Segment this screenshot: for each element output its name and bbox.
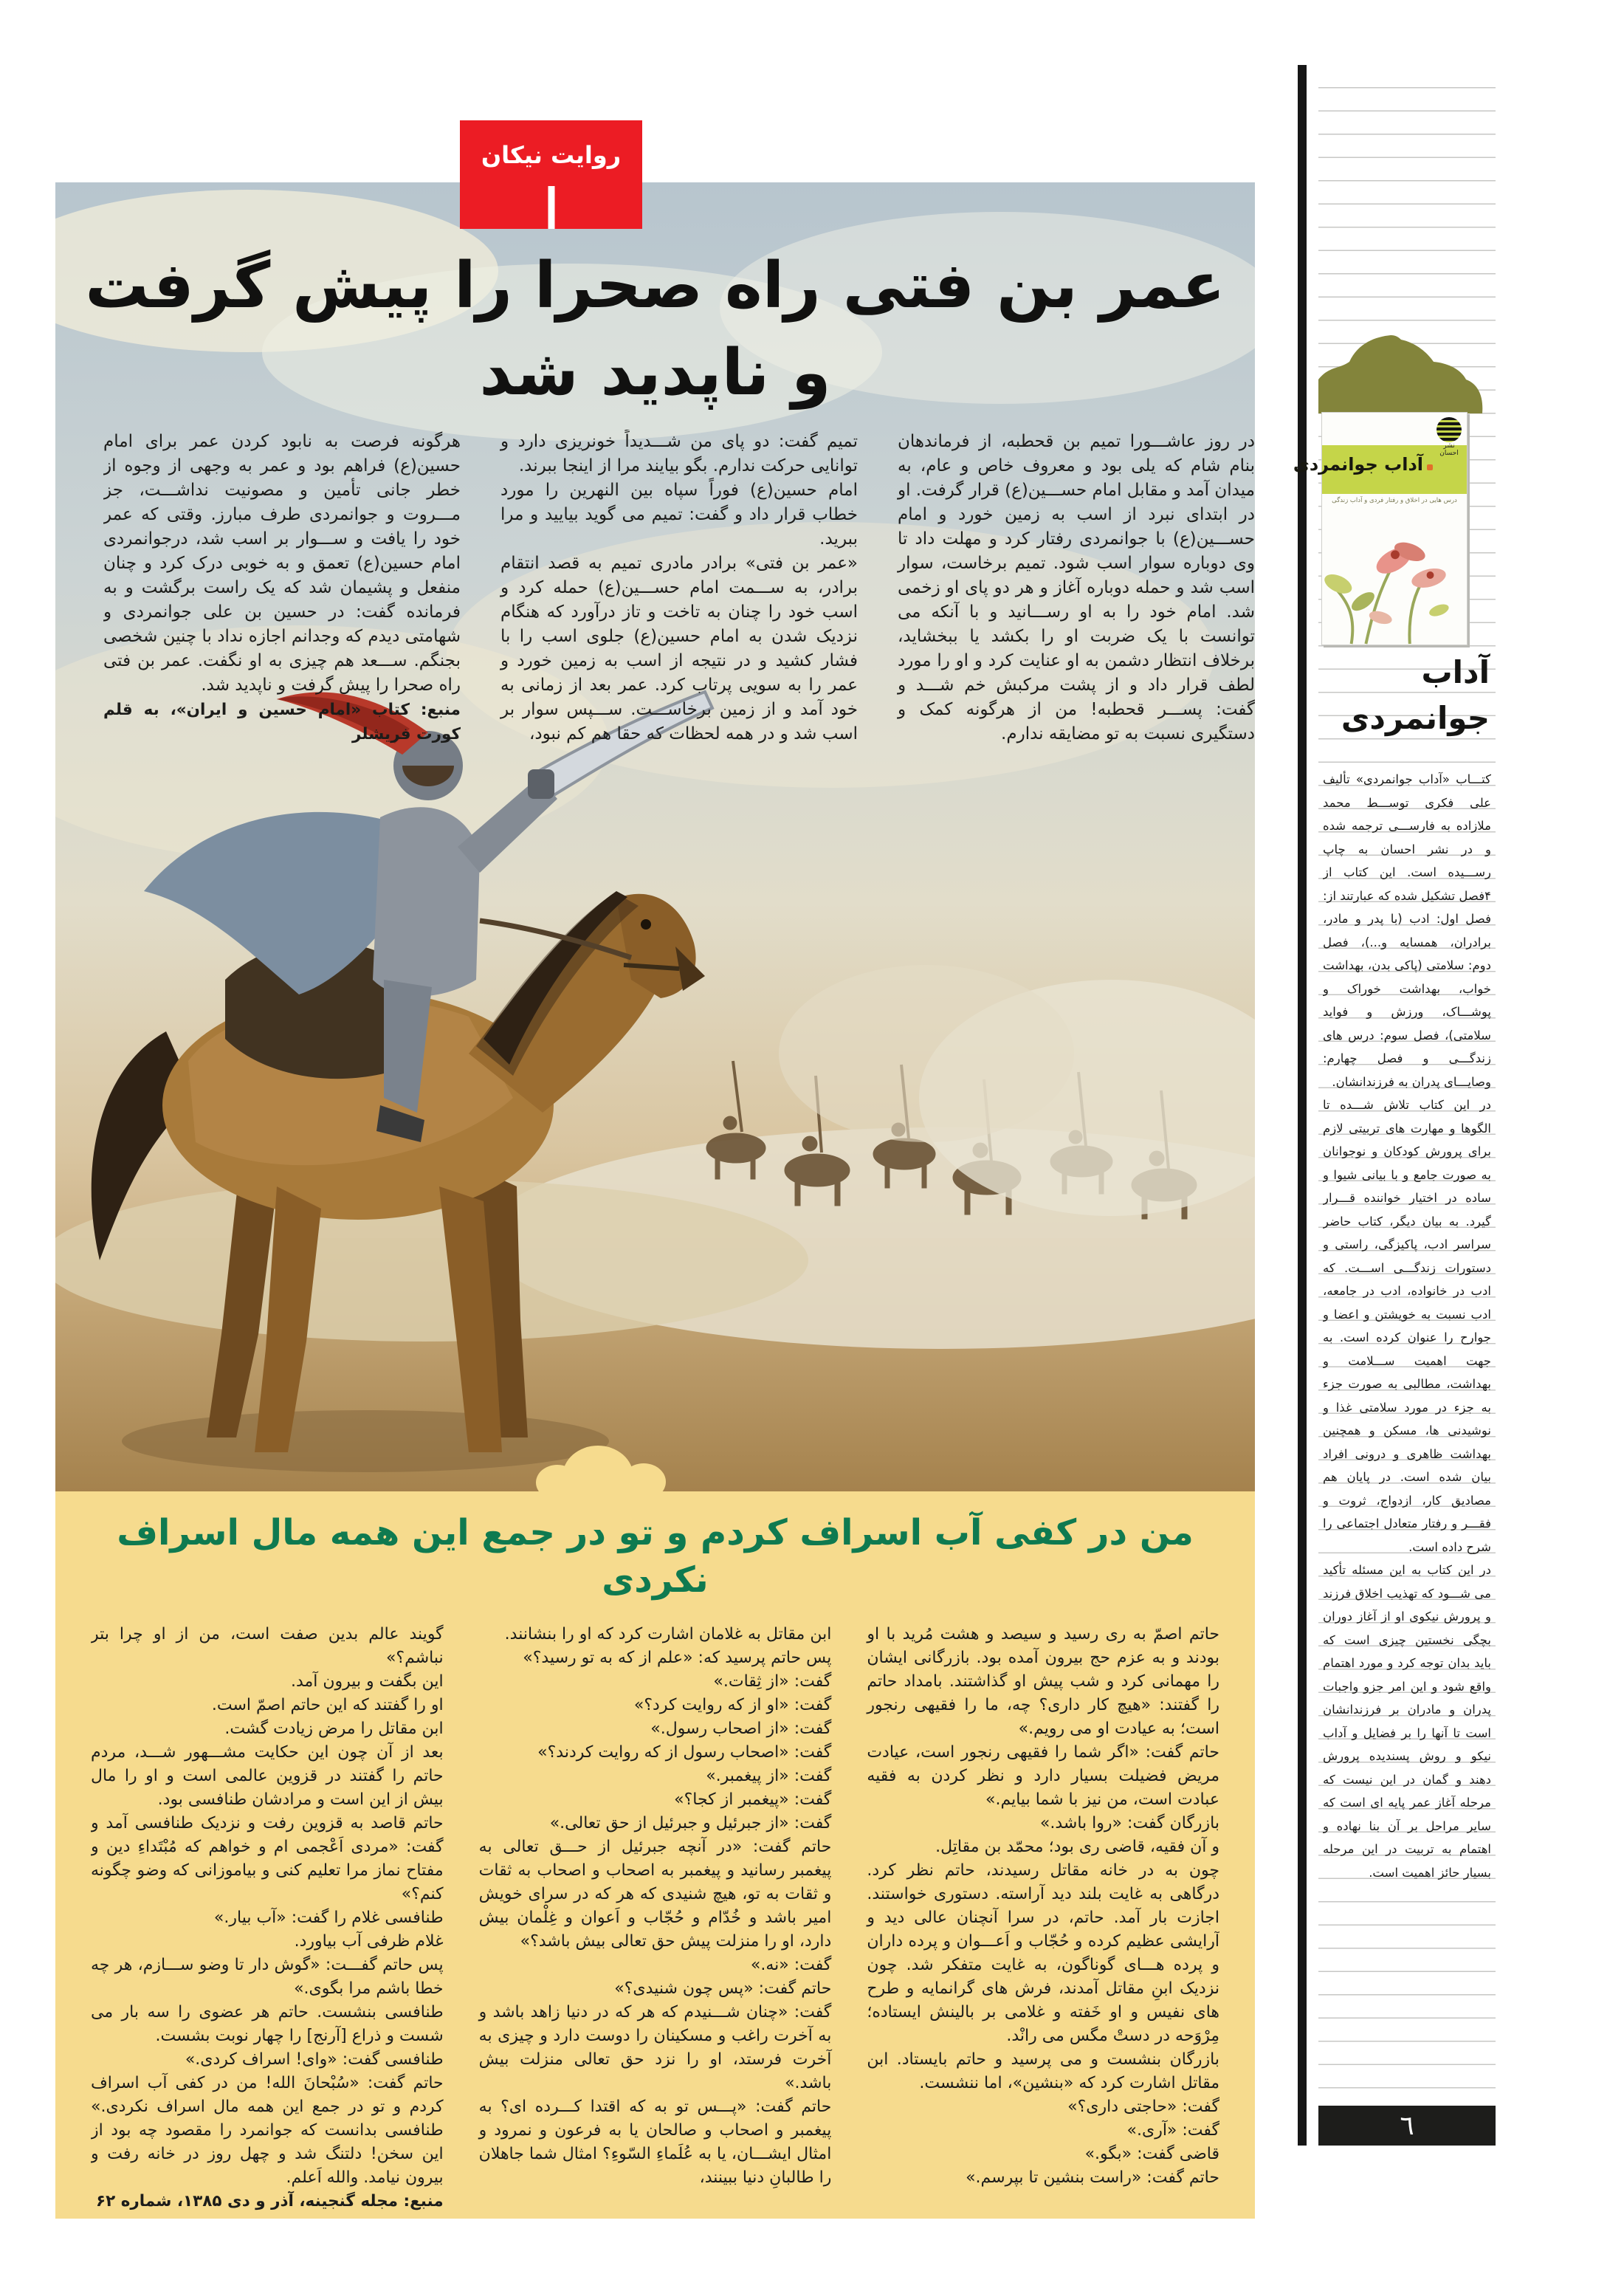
paragraph: حاتم گفت: «راست بنشین تا بپرسم.» bbox=[966, 2168, 1219, 2187]
section-kicker-label: روایت نیکان bbox=[481, 141, 622, 169]
paragraph: حاتم گفت: «پس چون شنیدی؟» bbox=[614, 1979, 832, 1998]
book-cover bbox=[1293, 412, 1468, 645]
vertical-rule bbox=[1298, 65, 1307, 2146]
main-article-column-left bbox=[103, 430, 461, 763]
paragraph: گفت: «او از که روایت کرد؟» bbox=[633, 1696, 832, 1714]
sidebar-review-text bbox=[1323, 768, 1491, 2095]
sidebar-title-line1: آداب bbox=[1421, 654, 1490, 690]
main-headline-line1: عمر بن فتی راه صحرا را پیش گرفت bbox=[85, 249, 1225, 323]
paragraph: پس حاتم پرسید که: «علم از که به تو رسید؟» bbox=[523, 1649, 832, 1667]
main-article-column-middle bbox=[500, 430, 858, 763]
yellow-story-headline: من در کفی آب اسراف کردم و تو در جمع این همه مال اسراف نکردی bbox=[117, 1512, 1194, 1601]
paragraph: گفت: «اصحاب رسول از که روایت کردند؟» bbox=[537, 1743, 832, 1762]
paragraph: در روز عاشـــورا تمیم بن قحطبه، از فرماندهان بنام شام که یلی بود و معروف خاص و عام، به میدان آمد و مقابل امام حســـین(ع) قرار گرفت. او در ابتدای نبرد از اسب به زمین خورد و امام حســـین(ع) با جوانمردی رفتار کرد و مهلت داد تا وی دوباره سوار اسب شود. تمیم برخاست، سوار اسب شد و حمله دوباره آغاز و هر دو پای او زخمی شد. امام خود را به او رســـانید و با آنکه می توانست با یک ضربت او را بکشد یا ببخشاید، برخلاف انتظار دشمن به او عنایت کرد و او را مورد لطف قرار داد و از پشت مرکبش خم شـــد و گفت: پســـر قحطبه! من از هرگونه کمک و دستگیری نسبت به تو مضایقه ندارم. bbox=[897, 432, 1255, 743]
yellow-column-right bbox=[867, 1623, 1219, 2247]
paragraph: طنافسی گفت: «وای! اسراف کردی.» bbox=[185, 2050, 444, 2069]
paragraph: گفت: «آری.» bbox=[1126, 2121, 1219, 2140]
paragraph: در این کتاب به این مسئله تأکید می شـــود که تهذیب اخلاق فرزند و پرورش نیکوی او از آغاز دوران بچگی نخستین چیزی است که باید بدان توجه کرد و مورد اهتمام واقع شود و این امر جزو واجبات پدران و مادران بر فرزندانشان است تا آنها را بر فضایل و آداب نیکو و روش پسندیده پرورش دهند و گمان در این نیست که مرحله آغاز عمر پایه ای است که سایر مراحل بر آن بنا نهاده و اهتمام به تربیت در این مرحله بسیار حائز اهمیت است. bbox=[1323, 1563, 1491, 1880]
page-number-box bbox=[1318, 2106, 1496, 2146]
paragraph: پس حاتم گفـــت: «گوش دار تا وضو ســـازم، هر چه خطا باشم مرا بگوی.» bbox=[91, 1956, 444, 1998]
publisher-name: نشر احسان bbox=[1439, 442, 1459, 457]
paragraph: حاتم گفت: «پـــس تو به که اقتدا کـــرده ای؟ به پیغمبر و اصحاب و صالحان یا به فرعون و نمرود و امثال ایشـــان، یا به عُلَماءِ السّوءِ؟ امثال شما جاهلان را طالبانِ دنیا ببینند، bbox=[478, 2098, 832, 2187]
paragraph: گفت: «چنان شـــنیدم که هر که در دنیا زاهد باشد و به آخرت راغب و مسکینان را دوست دارد و چیزی به آخرت فرستد، او را نزد حق تعالی منزلت بیش باشد.» bbox=[478, 2003, 832, 2092]
yellow-story-panel bbox=[55, 1491, 1255, 2219]
book-cover-subtitle: درس هایی در اخلاق و رفتار فردی و آداب زندگی bbox=[1332, 497, 1457, 504]
kicker-dash-ornament bbox=[548, 186, 554, 229]
main-article-body bbox=[103, 430, 1255, 763]
paragraph: امام حسین(ع) فوراً سپاه بین النهرین را مورد خطاب قرار داد و گفت: تمیم می گوید بیایید و مرا ببرید. bbox=[500, 481, 858, 549]
paragraph: تمیم گفت: دو پای من شـــدیداً خونریزی دارد و توانایی حرکت ندارم. بگو بیایند مرا از اینجا ببرند. bbox=[500, 432, 858, 475]
paragraph: «عمر بن فتی» برادر مادری تمیم به قصد انتقام برادر، به ســـمت امام حســـین(ع) حمله کرد و اسب خود را چنان به تاخت و تاز درآورد که هنگام نزدیک شدن به امام حسین(ع) جلوی اسب را با فشار کشید و در نتیجه از اسب به زمین خورد و عمر را به سویی پرتاب کرد. عمر بعد از زمانی به خود آمد و از زمین برخاســـت. ســـپس سوار بر اسب شد و در همه لحظات که حقا هم کم نبود، bbox=[500, 554, 858, 743]
paragraph: هرگونه فرصت به نابود کردن عمر برای امام حسین(ع) فراهم بود و عمر به وجهی از وجوه از خطر جانی تأمین و مصونیت نداشـــت، جز مـــروت و جوانمردی طرف مبارز. وقتی که عمر خود را یافت و ســـوار بر اسب شد، درجوانمردی امام حسین(ع) تعمق و به خوبی درک کرد و چنان منفعل و پشیمان شد که یک راست برگشت و به فرمانده گفت: در حسین بن علی جوانمردی و شهامتی دیدم که وجدانم اجازه نداد با چنین شخصی بجنگم. ســـعد هم چیزی به او نگفت. عمر بن فتی راه صحرا را پیش گرفت و ناپدید شد. bbox=[103, 432, 461, 695]
main-headline bbox=[55, 242, 1255, 416]
cloud-ornament bbox=[1318, 334, 1485, 413]
yellow-story-source: منبع: مجله گنجینه، آذر و دی ۱۳۸۵، شماره ۶۲ bbox=[95, 2192, 444, 2211]
paragraph: ابن مقاتل به غلامان اشارت کرد که او را بنشانند. bbox=[504, 1625, 832, 1643]
yellow-column-left bbox=[91, 1623, 444, 2247]
paragraph: گویند عالم بدین صفت است، من از او چرا بتر نباشم؟» bbox=[91, 1625, 444, 1667]
paragraph: حاتم گفت: «اگر شما را فقیهی رنجور است، عیادت مریض فضیلت بسیار دارد و نظر کردن به فقیه عبادت است، من نیز با شما بیایم.» bbox=[867, 1743, 1219, 1809]
paragraph: حاتم گفت: «در آنچه جبرئیل از حـــق تعالی به پیغمبر رسانید و پیغمبر به اصحاب و اصحاب به ثقات و ثقات به تو، هیچ شنیدی که هر که در سرای خویش امیر باشد و خُدّام و حُجّاب و اَعوان و غِلْمان بیش دارد، او را منزلت پیش حق تعالی بیش باشد؟» bbox=[478, 1838, 832, 1951]
paragraph: حاتم اصمّ به ری رسید و سیصد و هشت مُرید با او بودند و به عزم حج بیرون آمده بود. بازرگانی ایشان را مهمانی کرد و شب پیش او گذاشتند. بامداد حاتم را گفتند: «هیچ کار داری؟ چه، ما را فقیهی رنجور است؛ به عیادت او می رویم.» bbox=[867, 1625, 1219, 1738]
paragraph: بازرگان بنشست و می پرسید و حاتم بایستاد. ابن مقاتل اشارت کرد که «بنشین»، اما ننشست. bbox=[867, 2050, 1219, 2092]
paragraph: طنافسی بنشست. حاتم هر عضوی را سه بار می شست و ذراع [آرنج] را چهار نوبت بشست. bbox=[91, 2003, 444, 2045]
paragraph: و آن فقیه، قاضی ری بود؛ محمّد بن مقاتِل. bbox=[935, 1838, 1219, 1856]
page-number: ٦ bbox=[1400, 2110, 1414, 2141]
main-article-source: منبع: کتاب «امام حسین و ایران»، به قلم کورت فریشلر bbox=[103, 701, 461, 743]
paragraph: گفت: «از ثِقات.» bbox=[713, 1672, 832, 1691]
section-kicker bbox=[460, 120, 642, 229]
paragraph: ابن مقاتل را مرض زیادت گشت. bbox=[224, 1720, 444, 1738]
paragraph: کتـــاب «آداب جوانمردی» تألیف علی فکری توســـط محمد ملازاده به فارســـی ترجمه شده و در نشر احسان به چاپ رســـیده است. این کتاب از ۴فصل تشکیل شده که عبارتند از: فصل اول: ادب (با پدر و مادر، برادران، همسایه و...)، فصل دوم: سلامتی (پاکی بدن، بهداشت خواب، بهداشت خوراک و پوشـــاک، ورزش و فواید سلامتی)، فصل سوم: درس های زندگـــی و فصل چهارم: وصایـــای پدران به فرزندانشان. bbox=[1323, 772, 1491, 1089]
flower-artwork-icon bbox=[1322, 507, 1467, 645]
paragraph: چون به در خانه مقاتل رسیدند، حاتم نظر کرد. درگاهی به غایت بلند دید آراسته. دستوری خواستند. اجازت بار آمد. حاتم، در سرا آنچنان عالی دید و آرایشی عظیم کرده و حُجّاب و اَعـــوان و پرده داران و پرده هـــای گوناگون، به غایت متفکر شد. چون نزدیک ابنِ مقاتل آمدند، فرش های گرانمایه و طرح های نفیس و او خَفته و غلامی بر بالینش ایستاده؛ مِرْوَحه در دستْ مگس می رانْد. bbox=[867, 1861, 1219, 2045]
yellow-panel-cloud-ornament bbox=[536, 1444, 669, 1496]
paragraph: بازرگان گفت: «روا باشد.» bbox=[1039, 1814, 1219, 1832]
paragraph: گفت: «از جبرئیل و جبرئیل از حق تعالی.» bbox=[549, 1814, 832, 1832]
main-article-column-right bbox=[898, 430, 1255, 763]
main-headline-line2: و ناپدید شد bbox=[479, 336, 831, 410]
paragraph: این بگفت و بیرون آمد. bbox=[290, 1672, 444, 1691]
paragraph: گفت: «از پیغمبر.» bbox=[706, 1767, 832, 1785]
paragraph: او را گفتند که این حاتم اصمّ است. bbox=[211, 1696, 444, 1714]
paragraph: حاتم قاصد به قزوین رفت و نزدیک طنافسی آمد و گفت: «مردی اَعْجمی ام و خواهم که مُبْتَداءِ دین و مفتاح نماز مرا تعلیم کنی و بیاموزانی که وضو چگونه کنم؟» bbox=[91, 1814, 444, 1903]
sidebar-title bbox=[1327, 650, 1490, 741]
book-review-sidebar bbox=[1293, 65, 1496, 2147]
paragraph: بعد از آن چون این حکایت مشـــهور شـــد، مردم حاتم را گفتند در قزوین عالمی است و او را مال بیش از این است و مرادشان طنافسی بود. bbox=[91, 1743, 444, 1809]
paragraph: گفت: «پیغمبر از کجا؟» bbox=[674, 1790, 832, 1809]
paragraph: قاضی گفت: «بگو.» bbox=[1084, 2145, 1219, 2163]
book-cover-title: آداب جوانمردی bbox=[1293, 454, 1433, 475]
paragraph: حاتم گفت: «سُبْحانَ الله! من در کفی آب اسراف کردم و تو در جمع این همه مال اسراف نکردی.» طنافسی بدانست که جوانمرد را مقصود چه بود از این سخن! دلتنگ شد و چهل روز در خانه رفت و بیرون نیامد. والله اَعلم. bbox=[91, 2074, 444, 2187]
paragraph: گفت: «حاجتی داری؟» bbox=[1067, 2098, 1219, 2116]
publisher-logo-icon bbox=[1436, 417, 1462, 456]
paragraph: گفت: «از اصحاب رسول.» bbox=[650, 1720, 832, 1738]
yellow-column-middle bbox=[479, 1623, 832, 2247]
paragraph: در این کتاب تلاش شـــده تا الگوها و مهارت های تربیتی لازم برای پرورش کودکان و نوجوانان به صورت جامع و با بیانی شیوا و ساده در اختیار خواننده قـــرار گیرد. به بیان دیگر، کتاب حاضر سراسر ادب، پاکیزگی، راستی و دستورات زندگـــی اســـت. که ادب در خانواده، ادب در جامعه، ادب نسبت به خویشتن و اعضا و جوارح را عنوان کرده است. به جهت اهمیت ســـلامت و بهداشت، مطالبی به صورت جزء به جزء در مورد سلامتی غذا و نوشیدنی ها، مسکن و همچنین بهداشت ظاهری و درونی افراد بیان شده است. در پایان هم مصادیق کار، ازدواج، ثروت و فقـــر و رفتار متعادل اجتماعی را شرح داده است. bbox=[1323, 1098, 1491, 1554]
sidebar-title-line2: جوانمردی bbox=[1341, 700, 1490, 736]
paragraph: گفت: «نه.» bbox=[750, 1956, 832, 1974]
paragraph: طنافسی غلام را گفت: «آب بیار.» bbox=[213, 1909, 444, 1927]
yellow-story-body bbox=[91, 1623, 1219, 2247]
paragraph: غلام ظرفی آب بیاورد. bbox=[294, 1932, 444, 1951]
